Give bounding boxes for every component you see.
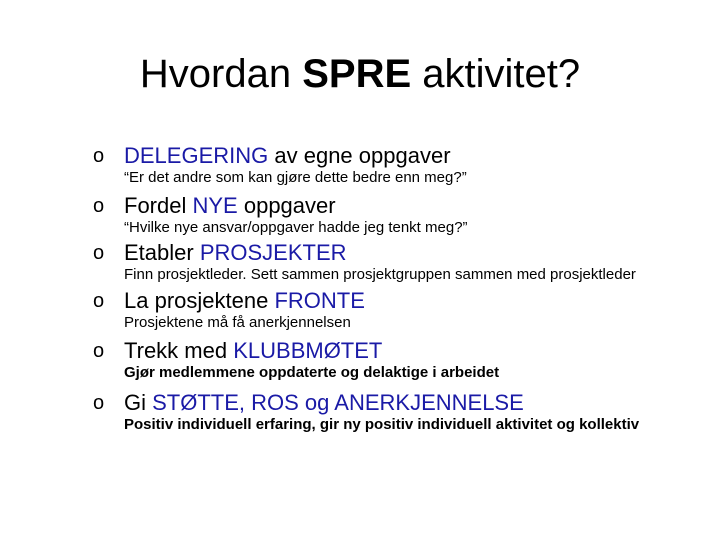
bullet-heading: [124, 289, 365, 313]
heading-prefix: Gi: [124, 390, 153, 415]
heading-prefix: Fordel: [124, 193, 193, 218]
bullet-subtext: “Er det andre som kan gjøre dette bedre enn meg?”: [124, 169, 467, 186]
slide-title: [0, 50, 720, 98]
heading-highlight: NYE: [192, 193, 238, 218]
bullet-heading: [124, 241, 347, 265]
title-suffix: aktivitet?: [411, 52, 581, 96]
bullet-marker: o: [93, 145, 105, 167]
bullet-marker: o: [93, 195, 105, 217]
heading-prefix: Etabler: [124, 240, 200, 265]
bullet-marker: o: [93, 242, 105, 264]
heading-highlight: FRONTE: [274, 288, 365, 313]
heading-highlight: STØTTE, ROS og ANERKJENNELSE: [152, 390, 524, 415]
bullet-marker: o: [93, 392, 105, 414]
title-prefix: Hvordan: [139, 52, 303, 96]
bullet-subtext: Prosjektene må få anerkjennelsen: [124, 314, 351, 331]
bullet-heading: [124, 144, 451, 168]
heading-highlight: DELEGERING: [124, 143, 269, 168]
bullet-heading: [124, 339, 382, 363]
bullet-heading: [124, 391, 524, 415]
heading-prefix: Trekk med: [124, 338, 234, 363]
title-emphasis: SPRE: [302, 52, 412, 96]
bullet-marker: o: [93, 290, 105, 312]
bullet-subtext: Finn prosjektleder. Sett sammen prosjektgruppen sammen med prosjektleder: [124, 266, 636, 283]
bullet-heading: [124, 194, 336, 218]
heading-highlight: PROSJEKTER: [199, 240, 347, 265]
bullet-marker: o: [93, 340, 105, 362]
bullet-subtext: Positiv individuell erfaring, gir ny positiv individuell aktivitet og kollektiv: [124, 416, 640, 433]
bullet-subtext: “Hvilke nye ansvar/oppgaver hadde jeg tenkt meg?”: [124, 219, 468, 236]
heading-suffix: oppgaver: [237, 193, 336, 218]
bullet-subtext: Gjør medlemmene oppdaterte og delaktige i arbeidet: [124, 364, 500, 381]
heading-prefix: La prosjektene: [124, 288, 275, 313]
heading-highlight: KLUBBMØTET: [233, 338, 383, 363]
heading-suffix: av egne oppgaver: [268, 143, 451, 168]
